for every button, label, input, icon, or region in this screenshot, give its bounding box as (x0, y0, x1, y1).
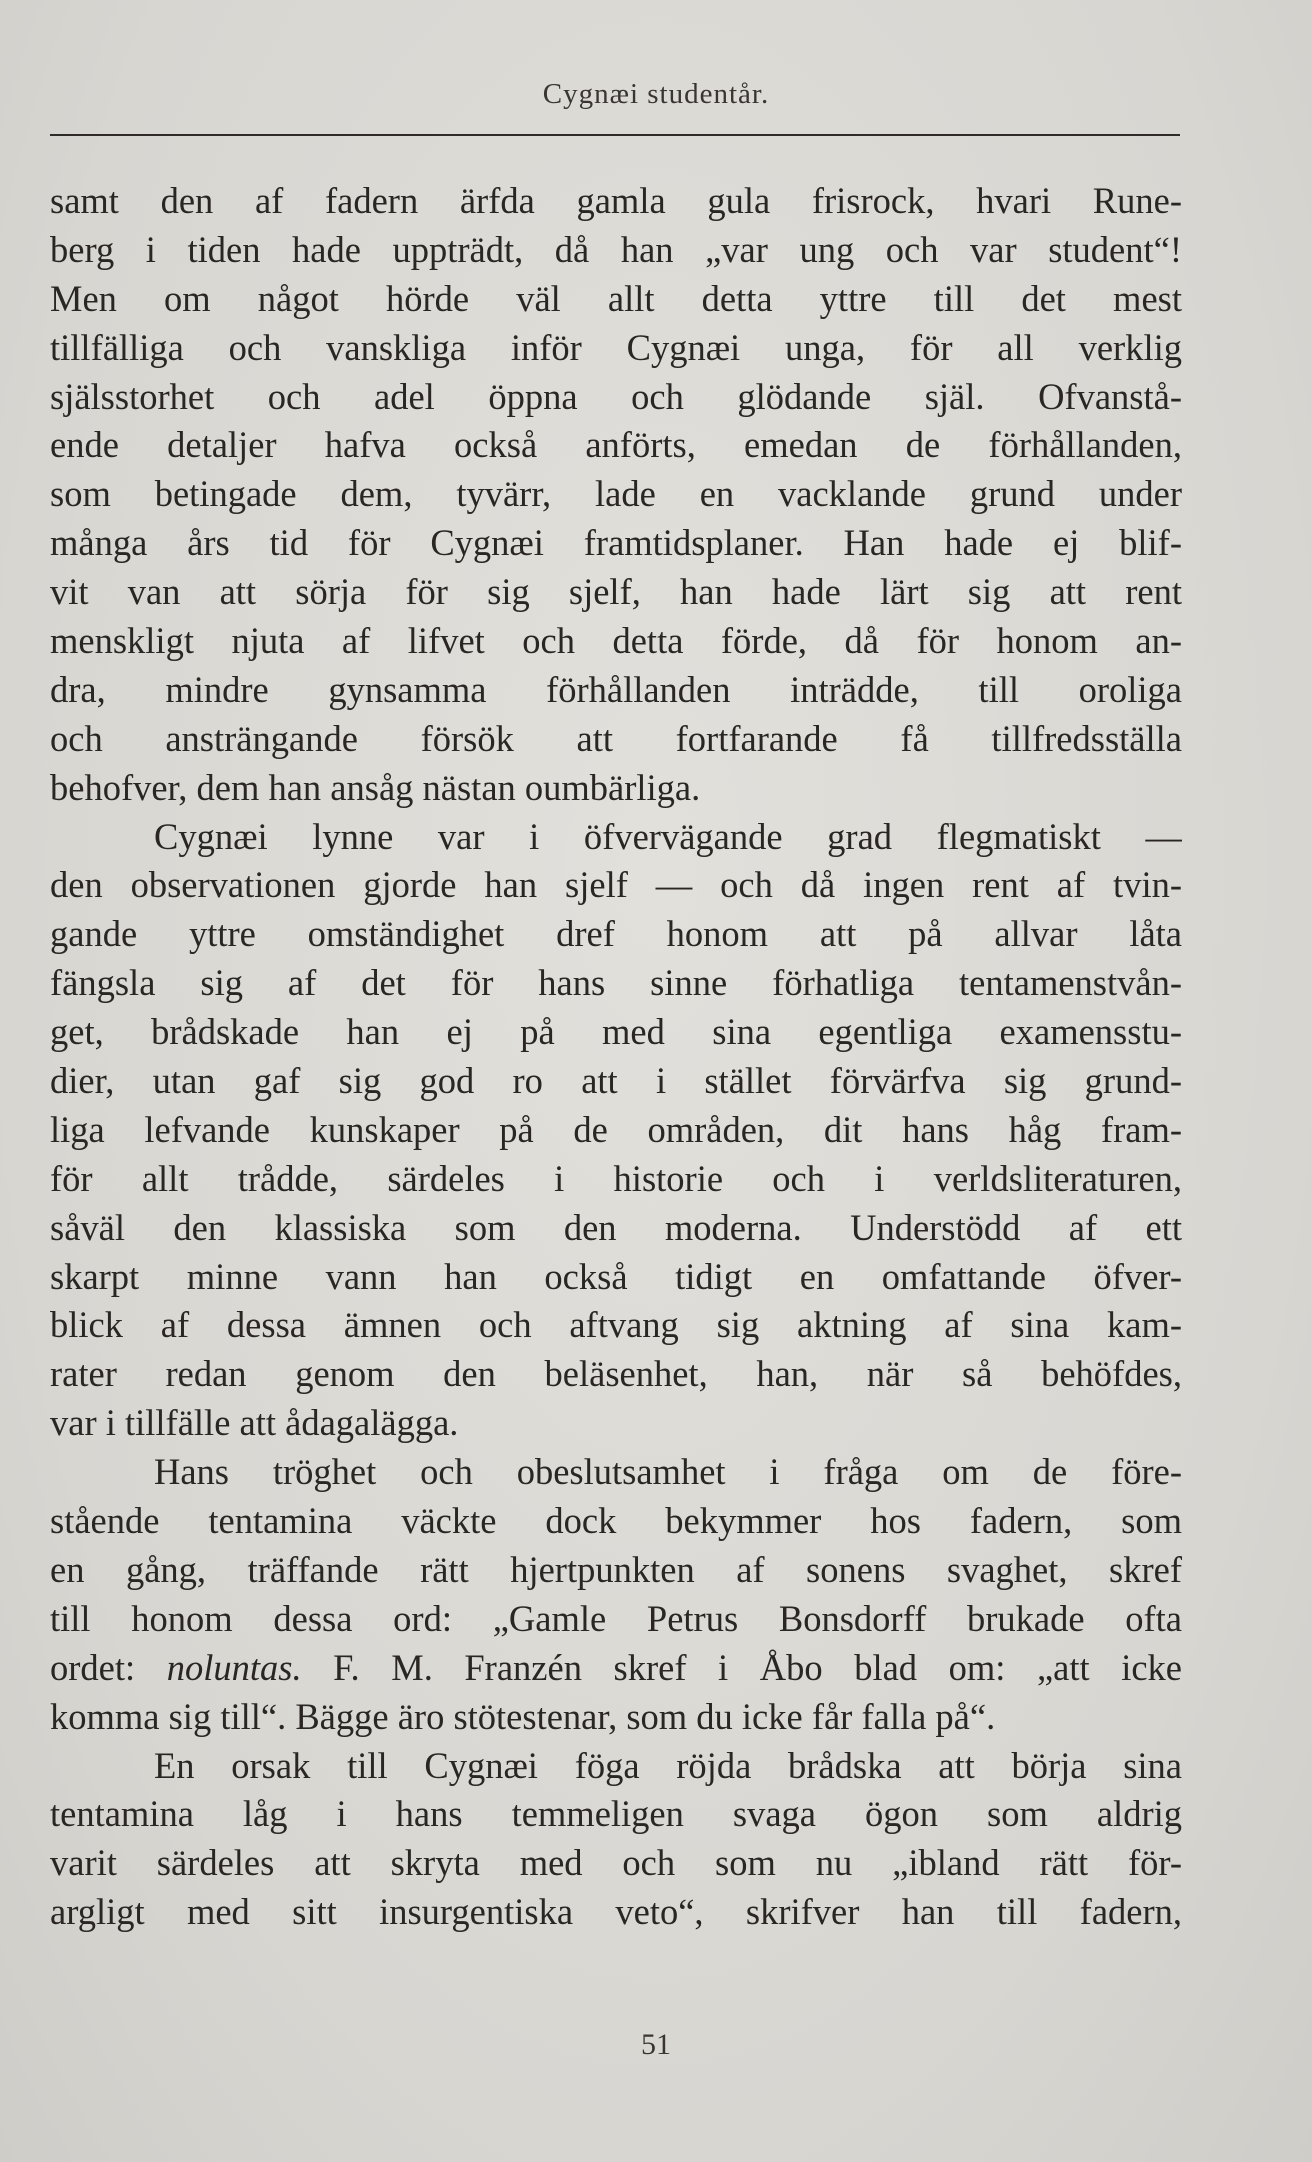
text-line: liga lefvande kunskaper på de områden, dit hans håg fram- (50, 1108, 1182, 1150)
paragraph-end-line: behofver, dem han ansåg nästan oumbärliga. (50, 766, 701, 808)
text-line-with-italic (50, 1644, 1182, 1693)
text-line: berg i tiden hade uppträdt, då han „var ung och var student“! (50, 228, 1182, 270)
line-rest: F. M. Franzén skref i Åbo blad om: „att icke (301, 1646, 1182, 1688)
text-line: för allt trådde, särdeles i historie och i verldsliteraturen, (50, 1157, 1182, 1199)
header-rule (50, 134, 1180, 136)
text-line: varit särdeles att skryta med och som nu „ibland rätt för- (50, 1842, 1182, 1884)
running-header: Cygnæi studentår. (542, 78, 770, 110)
text-line: skarpt minne vann han också tidigt en omfattande öfver- (50, 1255, 1182, 1297)
paragraph-end-line: komma sig till“. Bägge äro stötestenar, som du icke får falla på“. (50, 1695, 996, 1737)
text-line: ende detaljer hafva också anförts, emedan de förhållanden, (50, 424, 1182, 466)
paragraph-end-line: var i tillfälle att ådagalägga. (50, 1402, 459, 1444)
text-line: tentamina låg i hans temmeligen svaga ögon som aldrig (50, 1793, 1182, 1835)
text-line: många års tid för Cygnæi framtidsplaner. Han hade ej blif- (50, 522, 1182, 564)
body-text (50, 177, 1182, 1937)
text-line: vit van att sörja för sig sjelf, han hade lärt sig att rent (50, 571, 1182, 613)
text-line: en gång, träffande rätt hjertpunkten af sonens svaghet, skref (50, 1548, 1182, 1590)
text-line: Men om något hörde väl allt detta yttre till det mest (50, 277, 1182, 319)
text-line: som betingade dem, tyvärr, lade en vacklande grund under (50, 473, 1182, 515)
text-line: get, brådskade han ej på med sina egentliga examensstu- (50, 1011, 1182, 1053)
text-line: fängsla sig af det för hans sinne förhatliga tentamenstvån- (50, 962, 1182, 1004)
line-start: ordet: (50, 1646, 167, 1688)
text-line: till honom dessa ord: „Gamle Petrus Bonsdorff brukade ofta (50, 1597, 1182, 1639)
text-line: och ansträngande försök att fortfarande få tillfredsställa (50, 717, 1182, 759)
text-line: dra, mindre gynsamma förhållanden inträdde, till oroliga (50, 668, 1182, 710)
text-line: stående tentamina väckte dock bekymmer hos fadern, som (50, 1500, 1182, 1542)
paragraph-start-line: Hans tröghet och obeslutsamhet i fråga om de före- (154, 1451, 1182, 1493)
text-line: menskligt njuta af lifvet och detta förde, då för honom an- (50, 620, 1182, 662)
text-line: gande yttre omständighet dref honom att på allvar låta (50, 913, 1182, 955)
text-line: den observationen gjorde han sjelf — och då ingen rent af tvin- (50, 864, 1182, 906)
paragraph-start-line: Cygnæi lynne var i öfvervägande grad flegmatiskt — (154, 815, 1182, 857)
text-line: dier, utan gaf sig god ro att i stället förvärfva sig grund- (50, 1060, 1182, 1102)
page-number: 51 (641, 2028, 671, 2061)
paragraph-start-line: En orsak till Cygnæi föga röjda brådska att börja sina (154, 1744, 1182, 1786)
text-line: rater redan genom den beläsenhet, han, när så behöfdes, (50, 1353, 1182, 1395)
text-line: själsstorhet och adel öppna och glödande själ. Ofvanstå- (50, 375, 1182, 417)
text-line: argligt med sitt insurgentiska veto“, skrifver han till fadern, (50, 1891, 1182, 1933)
text-line: såväl den klassiska som den moderna. Understödd af ett (50, 1206, 1182, 1248)
text-line: blick af dessa ämnen och aftvang sig aktning af sina kam- (50, 1304, 1182, 1346)
text-line: tillfälliga och vanskliga inför Cygnæi unga, för all verklig (50, 326, 1182, 368)
text-line: samt den af fadern ärfda gamla gula frisrock, hvari Rune- (50, 180, 1182, 221)
italic-word: noluntas. (166, 1646, 302, 1688)
